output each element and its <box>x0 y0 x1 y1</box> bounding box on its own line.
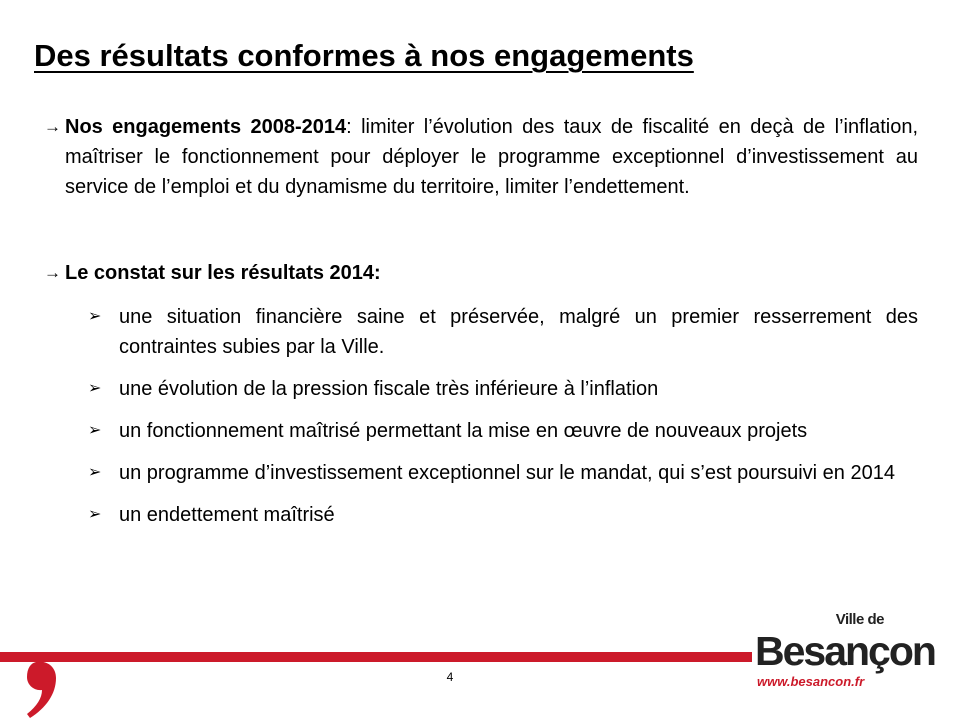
list-item-text: un programme d’investissement exceptionnel sur le mandat, qui s’est poursuivi en 2014 <box>119 462 895 484</box>
comma-logo-icon <box>22 660 62 720</box>
right-arrow-icon: → <box>44 263 61 282</box>
list-item <box>88 416 918 446</box>
logo-besancon: Besançon <box>755 628 935 674</box>
arrowhead-bullet-icon: ➢ <box>88 308 102 325</box>
arrowhead-bullet-icon: ➢ <box>88 380 102 397</box>
logo-url: www.besancon.fr <box>757 674 865 689</box>
footer-red-bar <box>0 652 752 662</box>
constat-list <box>44 302 918 530</box>
engagements-heading: Nos engagements 2008-2014 <box>65 116 347 138</box>
logo-ville-de: Ville de <box>835 611 884 628</box>
list-item <box>88 374 918 404</box>
engagements-text: : limiter l’évolution des taux de fiscalité en deçà de l’inflation, maîtriser le fonctionnement pour déployer le programme exceptionnel d’investissement au service de l’emploi et du dynamisme du territoire, limiter l’endettement. <box>65 116 919 198</box>
list-item-text: un endettement maîtrisé <box>119 504 335 526</box>
page-number: 4 <box>446 670 454 684</box>
slide-content <box>44 112 918 542</box>
list-item <box>88 302 918 362</box>
constat-bullet <box>44 258 918 288</box>
arrowhead-bullet-icon: ➢ <box>88 464 102 481</box>
arrowhead-bullet-icon: ➢ <box>88 506 102 523</box>
constat-heading: Le constat sur les résultats 2014: <box>65 262 381 284</box>
list-item <box>88 458 918 488</box>
list-item <box>88 500 918 530</box>
arrowhead-bullet-icon: ➢ <box>88 422 102 439</box>
list-item-text: une évolution de la pression fiscale très inférieure à l’inflation <box>119 378 659 400</box>
list-item-text: un fonctionnement maîtrisé permettant la mise en œuvre de nouveaux projets <box>119 420 808 442</box>
engagements-bullet <box>44 112 918 202</box>
right-arrow-icon: → <box>44 117 61 136</box>
besancon-logo <box>752 606 935 706</box>
slide-title: Des résultats conformes à nos engagements <box>34 38 694 73</box>
list-item-text: une situation financière saine et préservée, malgré un premier resserrement des contraintes subies par la Ville. <box>119 306 918 358</box>
